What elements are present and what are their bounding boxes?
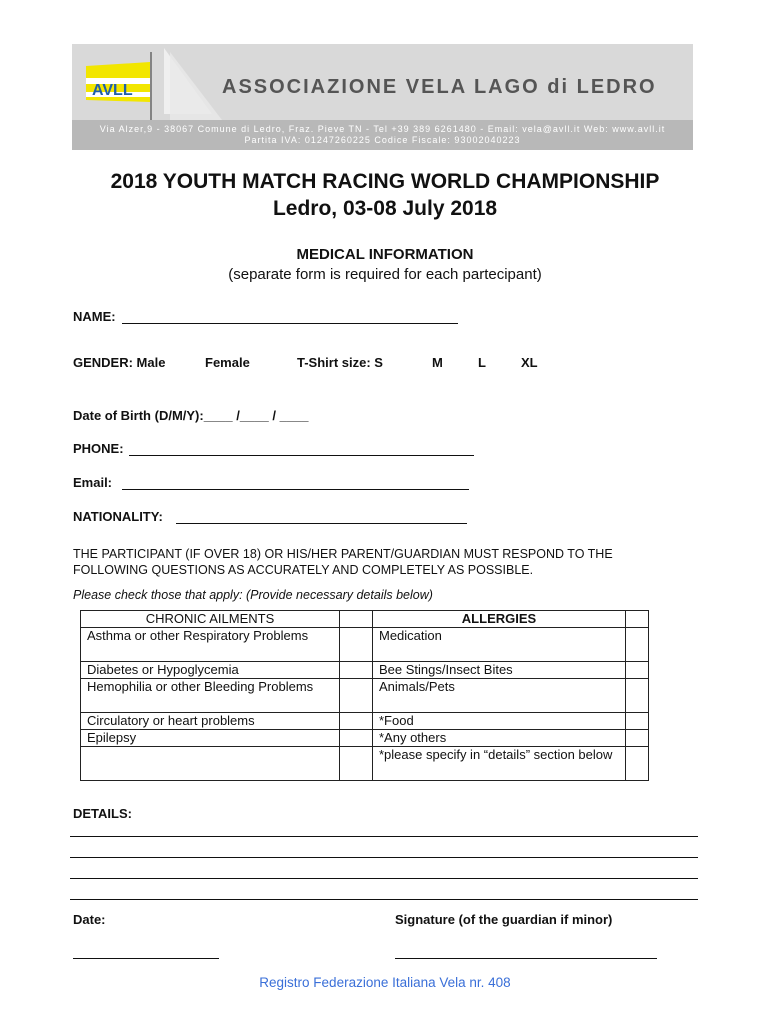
ailment-item: Epilepsy [81, 730, 340, 747]
size-xl[interactable]: XL [521, 355, 538, 370]
nationality-label: NATIONALITY: [73, 509, 163, 524]
ailment-item [81, 747, 340, 781]
email-field[interactable] [122, 476, 469, 490]
allergy-checkbox[interactable] [626, 628, 649, 662]
ailment-checkbox[interactable] [340, 730, 373, 747]
ailment-item: Diabetes or Hypoglycemia [81, 662, 340, 679]
logo-text: AVLL [92, 82, 133, 99]
ailment-checkbox[interactable] [340, 679, 373, 713]
allergy-checkbox[interactable] [626, 662, 649, 679]
signature-label: Signature (of the guardian if minor) [395, 912, 613, 927]
details-label: DETAILS: [73, 806, 132, 821]
ailment-checkbox[interactable] [340, 747, 373, 781]
signature-field[interactable] [395, 946, 657, 959]
ailment-checkbox[interactable] [340, 628, 373, 662]
allergy-item: Medication [373, 628, 626, 662]
allergy-item: Animals/Pets [373, 679, 626, 713]
ailment-checkbox[interactable] [340, 662, 373, 679]
section-note: (separate form is required for each partecipant) [228, 266, 542, 283]
name-field[interactable] [122, 310, 458, 324]
name-label: NAME: [73, 309, 116, 324]
chronic-ailments-header: CHRONIC AILMENTS [81, 611, 340, 628]
ailment-item: Circulatory or heart problems [81, 713, 340, 730]
ailment-checkbox[interactable] [340, 713, 373, 730]
ailment-item: Asthma or other Respiratory Problems [81, 628, 340, 662]
details-line[interactable] [70, 878, 698, 879]
date-label: Date: [73, 912, 106, 927]
org-name: ASSOCIAZIONE VELA LAGO di LEDRO [222, 76, 657, 98]
gender-label: GENDER: Male [73, 355, 166, 370]
tshirt-size-label: T-Shirt size: S [297, 355, 383, 370]
allergy-item: *Food [373, 713, 626, 730]
page-title: 2018 YOUTH MATCH RACING WORLD CHAMPIONSHIP [110, 170, 660, 193]
ailment-item: Hemophilia or other Bleeding Problems [81, 679, 340, 713]
section-heading: MEDICAL INFORMATION [296, 246, 474, 263]
nationality-field[interactable] [176, 510, 467, 524]
ailments-table [80, 610, 649, 781]
details-line[interactable] [70, 857, 698, 858]
allergy-checkbox[interactable] [626, 713, 649, 730]
allergies-header: ALLERGIES [373, 611, 626, 628]
size-m[interactable]: M [432, 355, 443, 370]
size-l[interactable]: L [478, 355, 486, 370]
email-label: Email: [73, 475, 113, 490]
allergy-note: *please specify in “details” section below [373, 747, 626, 781]
header-banner [72, 44, 693, 150]
phone-field[interactable] [129, 442, 474, 456]
page-subtitle: Ledro, 03-08 July 2018 [272, 197, 498, 220]
allergy-checkbox[interactable] [626, 747, 649, 781]
check-note: Please check those that apply: (Provide necessary details below) [73, 588, 433, 602]
footer-registry: Registro Federazione Italiana Vela nr. 408 [259, 975, 511, 990]
allergy-item: *Any others [373, 730, 626, 747]
details-line[interactable] [70, 836, 698, 837]
phone-label: PHONE: [73, 441, 124, 456]
date-field[interactable] [73, 946, 219, 959]
allergy-item: Bee Stings/Insect Bites [373, 662, 626, 679]
gender-female[interactable]: Female [205, 355, 250, 370]
instructions: THE PARTICIPANT (IF OVER 18) OR HIS/HER PARENT/GUARDIAN MUST RESPOND TO THE FOLLOWING QUESTIONS AS ACCURATELY AND COMPLETELY AS POSSIBLE. [73, 547, 613, 577]
allergy-checkbox[interactable] [626, 679, 649, 713]
dob-field[interactable]: Date of Birth (D/M/Y):____ /____ / ____ [73, 408, 309, 423]
details-line[interactable] [70, 899, 698, 900]
org-address: Via Alzer,9 - 38067 Comune di Ledro, Fraz. Pieve TN - Tel +39 389 6261480 - Email: vela@avll.it Web: www.avll.it Partita IVA: 01247260225 Codice Fiscale: 93002040223 [99, 124, 666, 145]
allergy-checkbox[interactable] [626, 730, 649, 747]
